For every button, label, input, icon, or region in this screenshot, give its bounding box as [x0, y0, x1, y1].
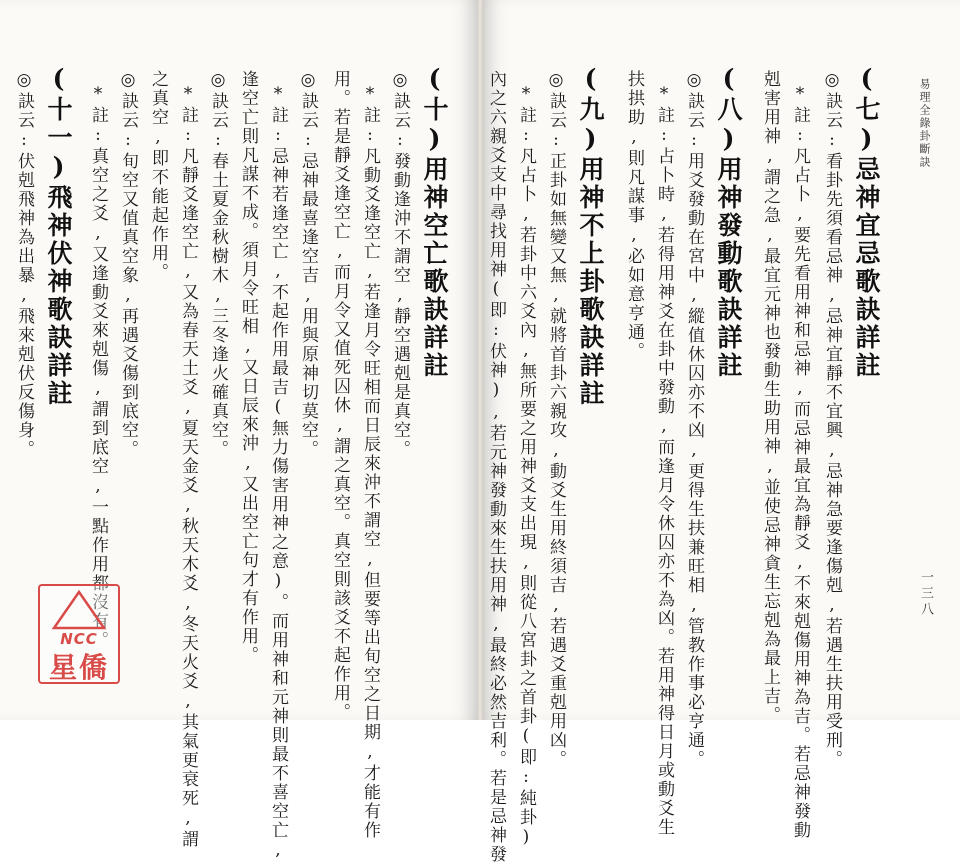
ji-shen-note-1: *註:忌神若逢空亡,不起作用最吉(無力傷害用神之意)。而用神和元神則最不喜空亡, [268, 84, 288, 862]
ji-shen-verse: ◎訣云:忌神最喜逢空吉,用與原神切莫空。 [298, 70, 318, 459]
section-7-note-1: *註:凡占卜,要先看用神和忌神,而忌神最宜為靜爻,不來剋傷用神為吉。若忌神發動 [790, 84, 810, 840]
section-10-verse: ◎訣云:發動逢沖不謂空,靜空遇剋是真空。 [390, 70, 410, 459]
section-11-title: (十一)飛神伏神歌訣詳註 [44, 64, 73, 408]
running-header: 易理全錄卦斷訣 [918, 78, 931, 169]
section-9-note-2: 內之六親爻支中尋找用神(即:伏神),若元神發動來生扶用神,最終必然吉利。若是忌神發 [486, 70, 506, 864]
section-7-note-2: 剋害用神,謂之急,最宜元神也發動生助用神,並使忌神貪生忘剋為最上吉。 [760, 70, 780, 725]
section-7-title: (七)忌神宜忌歌訣詳註 [852, 64, 881, 380]
section-8-verse: ◎訣云:用爻發動在宮中,縱值休囚亦不凶,更得生扶兼旺相,管教作事必亨通。 [684, 70, 704, 769]
stamp-code: NCC [60, 630, 98, 648]
section-8-title: (八)用神發動歌訣詳註 [714, 64, 743, 380]
section-8-note-2: 扶拱助,則凡謀事,必如意亨通。 [624, 70, 644, 361]
ncc-logo-stamp [38, 584, 120, 684]
section-9-note-1: *註:凡占卜,若卦中六爻內,無所要之用神爻支出現,則從八宮卦之首卦(即:純卦) [516, 84, 536, 849]
section-11-verse: ◎訣云:伏剋飛神為出暴,飛來剋伏反傷身。 [14, 70, 34, 459]
section-10-title: (十)用神空亡歌訣詳註 [420, 64, 449, 380]
season-verse: ◎訣云:春土夏金秋樹木,三冬逢火確真空。 [208, 70, 228, 459]
section-9-title: (九)用神不上卦歌訣詳註 [576, 64, 605, 408]
xun-kong-verse: ◎訣云:旬空又值真空象,再遇爻傷到底空。 [118, 70, 138, 459]
section-10-note-2: 用。若是靜爻逢空亡,而月令又值死囚休,謂之真空。真空則該爻不起作用。 [330, 70, 350, 722]
section-9-verse: ◎訣云:正卦如無變又無,就將首卦六親攻,動爻生用終須吉,若遇爻重剋用凶。 [546, 70, 566, 769]
stamp-name: 星僑 [48, 651, 109, 684]
section-8-note-1: *註:占卜時,若得用神爻在卦中發動,而逢月令休囚亦不為凶。若用神得日月或動爻生 [654, 84, 674, 837]
page-number-right: 一三八 [918, 570, 933, 618]
xun-kong-note: *註:真空之爻,又逢動爻來剋傷,謂到底空,一點作用都沒有。 [88, 84, 108, 650]
season-note-2: 之真空,即不能起作用。 [148, 70, 168, 282]
season-note-1: *註:凡靜爻逢空亡,又為春天土爻,夏天金爻,秋天木爻,冬天火爻,其氣更衰死,謂 [178, 84, 198, 849]
right-page [482, 0, 960, 864]
section-7-verse: ◎訣云:看卦先須看忌神,忌神宜靜不宜興,忌神急要逢傷剋,若遇生扶用受刑。 [822, 70, 842, 769]
ji-shen-note-2: 逢空亡則凡謀不成。須月令旺相,又日辰來沖,又出空亡句才有作用。 [238, 70, 258, 665]
section-10-note-1: *註:凡動爻逢空亡,若逢月令旺相而日辰來沖不謂空,但要等出旬空之日期,才能有作 [360, 84, 380, 840]
left-page [0, 0, 478, 862]
